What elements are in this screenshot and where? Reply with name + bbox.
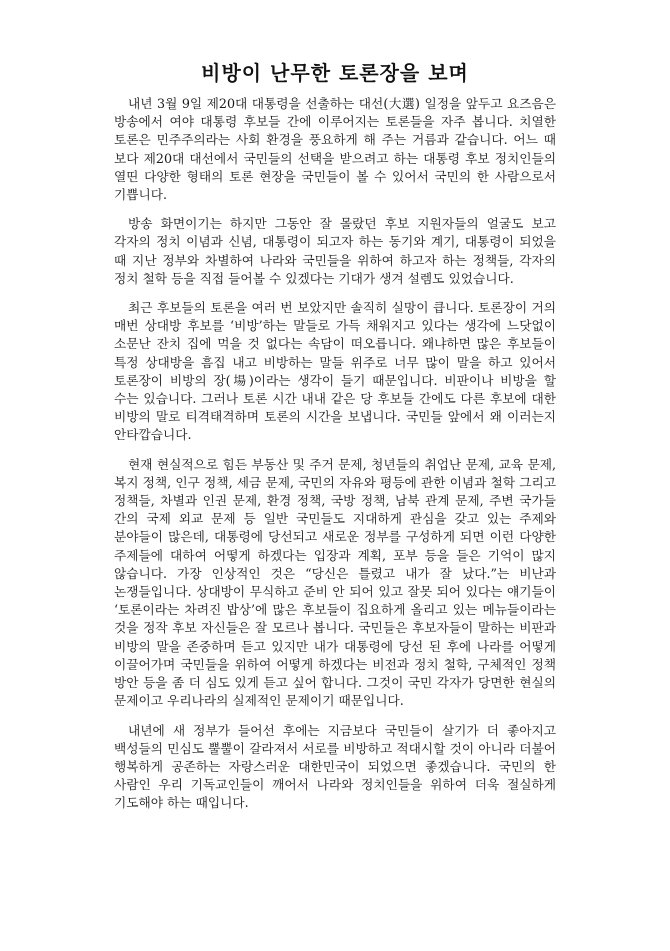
paragraph-1: 내년 3월 9일 제20대 대통령을 선출하는 대선(大選) 일정을 앞두고 요즈음은 방송에서 여야 대통령 후보들 간에 이루어지는 토론들을 자주 봅니다. 치열한 토론은 민주주의라는 사회 환경을 풍요하게 해 주는 거름과 같습니다. 어느 때 보다 제20대 대선에서 국민들의 선택을 받으려고 하는 대통령 후보 정치인들의 열띤 다양한 형태의 토론 현장을 국민들이 볼 수 있어서 국민의 한 사람으로서 기쁩니다. [114, 96, 556, 203]
article-body [114, 95, 556, 824]
paragraph-4: 현재 현실적으로 힘든 부동산 및 주거 문제, 청년들의 취업난 문제, 교육 문제, 복지 정책, 인구 정책, 세금 문제, 국민의 자유와 평등에 관한 이념과 철학 그리고 정책들, 차별과 인권 문제, 환경 정책, 국방 정책, 남북 관계 문제, 주변 국가들 간의 국제 외교 문제 등 일반 국민들도 지대하게 관심을 갖고 있는 주제와 분야들이 많은데, 대통령에 당선되고 새로운 정부를 구성하게 되면 이런 다양한 주제들에 대하여 어떻게 하겠다는 입장과 계획, 포부 등을 들은 기억이 많지 않습니다. 가장 인상적인 것은 “당신은 틀렸고 내가 잘 났다.”는 비난과 논쟁들입니다. 상대방이 무식하고 준비 안 되어 있고 잘못 되어 있다는 얘기들이 ‘토론이라는 차려진 밥상’에 많은 후보들이 집요하게 올리고 있는 메뉴들이라는 것을 정작 후보 자신들은 잘 모르나 봅니다. 국민들은 후보자들이 말하는 비판과 비방의 말을 존중하며 듣고 있지만 내가 대통령에 당선 된 후에 나라를 어떻게 이끌어가며 국민들을 위하여 어떻게 하겠다는 비전과 정치 철학, 구체적인 정책 방안 등을 좀 더 심도 있게 듣고 싶어 합니다. 그것이 국민 각자가 당면한 현실의 문제이고 우리나라의 실제적인 문제이기 때문입니다. [114, 456, 556, 709]
paragraph-3: 최근 후보들의 토론을 여러 번 보았지만 솔직히 실망이 큽니다. 토론장이 거의 매번 상대방 후보를 ‘비방’하는 말들로 가득 채워지고 있다는 생각에 느닷없이 소문난 잔치 집에 먹을 것 없다는 속담이 떠오릅니다. 왜냐하면 많은 후보들이 특정 상대방을 흠집 내고 비방하는 말들 위주로 너무 많이 말을 하고 있어서 토론장이 비방의 장(場)이라는 생각이 들기 때문입니다. 비판이나 비방을 할 수는 있습니다. 그러나 토론 시간 내내 같은 당 후보들 간에도 다른 후보에 대한 비방의 말로 티격태격하며 토론의 시간을 보냅니다. 국민들 앞에서 왜 이러는지 안타깝습니다. [114, 300, 556, 443]
page-title: 비방이 난무한 토론장을 보며 [201, 61, 469, 85]
paragraph-5: 내년에 새 정부가 들어선 후에는 지금보다 국민들이 살기가 더 좋아지고 백성들의 민심도 뿔뿔이 갈라져서 서로를 비방하고 적대시할 것이 아니라 더불어 행복하게 공존하는 자랑스러운 대한민국이 되었으면 좋겠습니다. 국민의 한 사람인 우리 기독교인들이 깨어서 나라와 정치인들을 위하여 더욱 절실하게 기도해야 하는 때입니다. [114, 722, 556, 811]
paragraph-2: 방송 화면이기는 하지만 그동안 잘 몰랐던 후보 지원자들의 얼굴도 보고 각자의 정치 이념과 신념, 대통령이 되고자 하는 동기와 계기, 대통령이 되었을 때 지난 정부와 차별하여 나라와 국민들을 위하여 하고자 하는 정책들, 각자의 정치 철학 등을 직접 들어볼 수 있겠다는 기대가 생겨 설렘도 있었습니다. [114, 216, 556, 286]
